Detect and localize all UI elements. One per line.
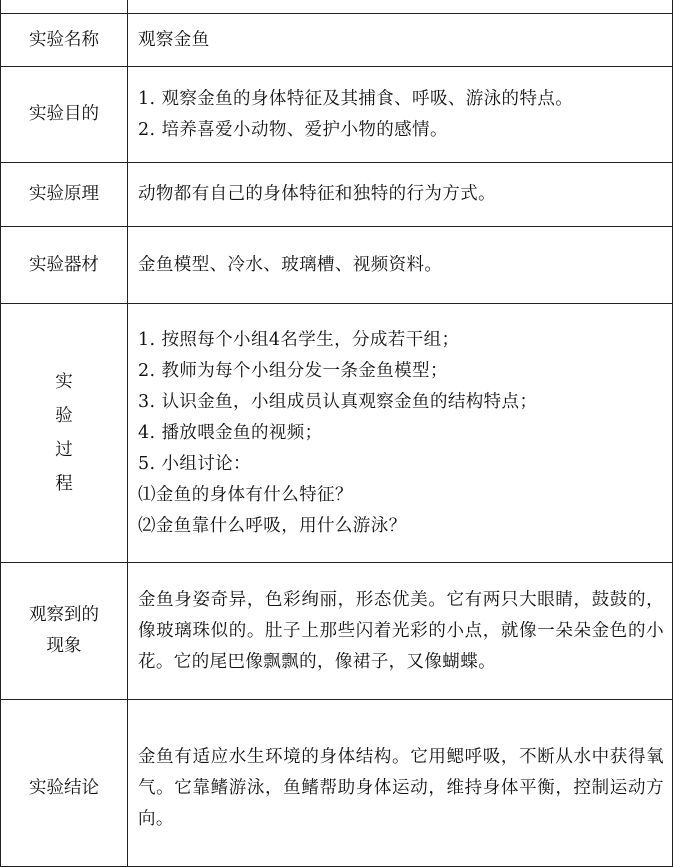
experiment-principle-label: 实验原理 — [1, 163, 128, 227]
experiment-name-value: 观察金鱼 — [128, 14, 673, 67]
experiment-purpose-label: 实验目的 — [1, 67, 128, 163]
top-edge-content-cell — [128, 0, 673, 14]
process-step-3: 3. 认识金鱼，小组成员认真观察金鱼的结构特点； — [138, 391, 538, 412]
experiment-process-value — [128, 304, 673, 563]
purpose-line-1: 1. 观察金鱼的身体特征及其捕食、呼吸、游泳的特点。 — [138, 88, 574, 109]
observed-phenomenon-label — [1, 563, 128, 700]
experiment-name-label: 实验名称 — [1, 14, 128, 67]
table-row-experiment-equipment — [1, 227, 673, 304]
observed-phenomenon-value: 金鱼身姿奇异，色彩绚丽，形态优美。它有两只大眼睛，鼓鼓的，像玻璃珠似的。肚子上那些闪着光彩的小点，就像一朵朵金色的小花。它的尾巴像飘飘的，像裙子，又像蝴蝶。 — [128, 563, 673, 700]
process-step-1: 1. 按照每个小组4名学生，分成若干组； — [138, 329, 460, 350]
table-row-top-edge — [1, 0, 673, 14]
top-edge-label-cell — [1, 0, 128, 14]
experiment-principle-value: 动物都有自己的身体特征和独特的行为方式。 — [128, 163, 673, 227]
conclusion-text: 金鱼有适应水生环境的身体结构。它用鳃呼吸，不断从水中获得氧气。它靠鳍游泳，鱼鳍帮助身体运动，维持身体平衡，控制运动方向。 — [138, 746, 664, 829]
process-step-4: 4. 播放喂金鱼的视频； — [138, 422, 323, 443]
process-step-5: 5. 小组讨论： — [138, 453, 251, 474]
experiment-process-label — [1, 304, 128, 563]
experiment-purpose-value — [128, 67, 673, 163]
experiment-equipment-value: 金鱼模型、冷水、玻璃槽、视频资料。 — [128, 227, 673, 304]
observed-label-line-2: 现象 — [46, 636, 82, 656]
process-question-2: ⑵金鱼靠什么呼吸，用什么游泳？ — [138, 515, 407, 536]
process-question-1: ⑴金鱼的身体有什么特征？ — [138, 484, 353, 505]
observed-label-line-1: 观察到的 — [29, 605, 99, 625]
table-row-experiment-process — [1, 304, 673, 563]
experiment-conclusion-label — [1, 700, 128, 867]
table-row-experiment-name — [1, 14, 673, 67]
process-step-2: 2. 教师为每个小组分发一条金鱼模型； — [138, 360, 448, 381]
table-row-experiment-conclusion — [1, 700, 673, 867]
experiment-equipment-label: 实验器材 — [1, 227, 128, 304]
table-row-experiment-purpose — [1, 67, 673, 163]
conclusion-label-text: 实验结论 — [29, 777, 99, 798]
process-label-char-1: 实 — [55, 372, 73, 392]
table-row-observed-phenomenon — [1, 563, 673, 700]
process-label-char-4: 程 — [55, 474, 73, 494]
process-label-char-2: 验 — [55, 406, 73, 426]
process-label-char-3: 过 — [55, 440, 73, 460]
table-row-experiment-principle — [1, 163, 673, 227]
purpose-line-2: 2. 培养喜爱小动物、爱护小物的感情。 — [138, 119, 448, 140]
experiment-conclusion-value — [128, 700, 673, 867]
